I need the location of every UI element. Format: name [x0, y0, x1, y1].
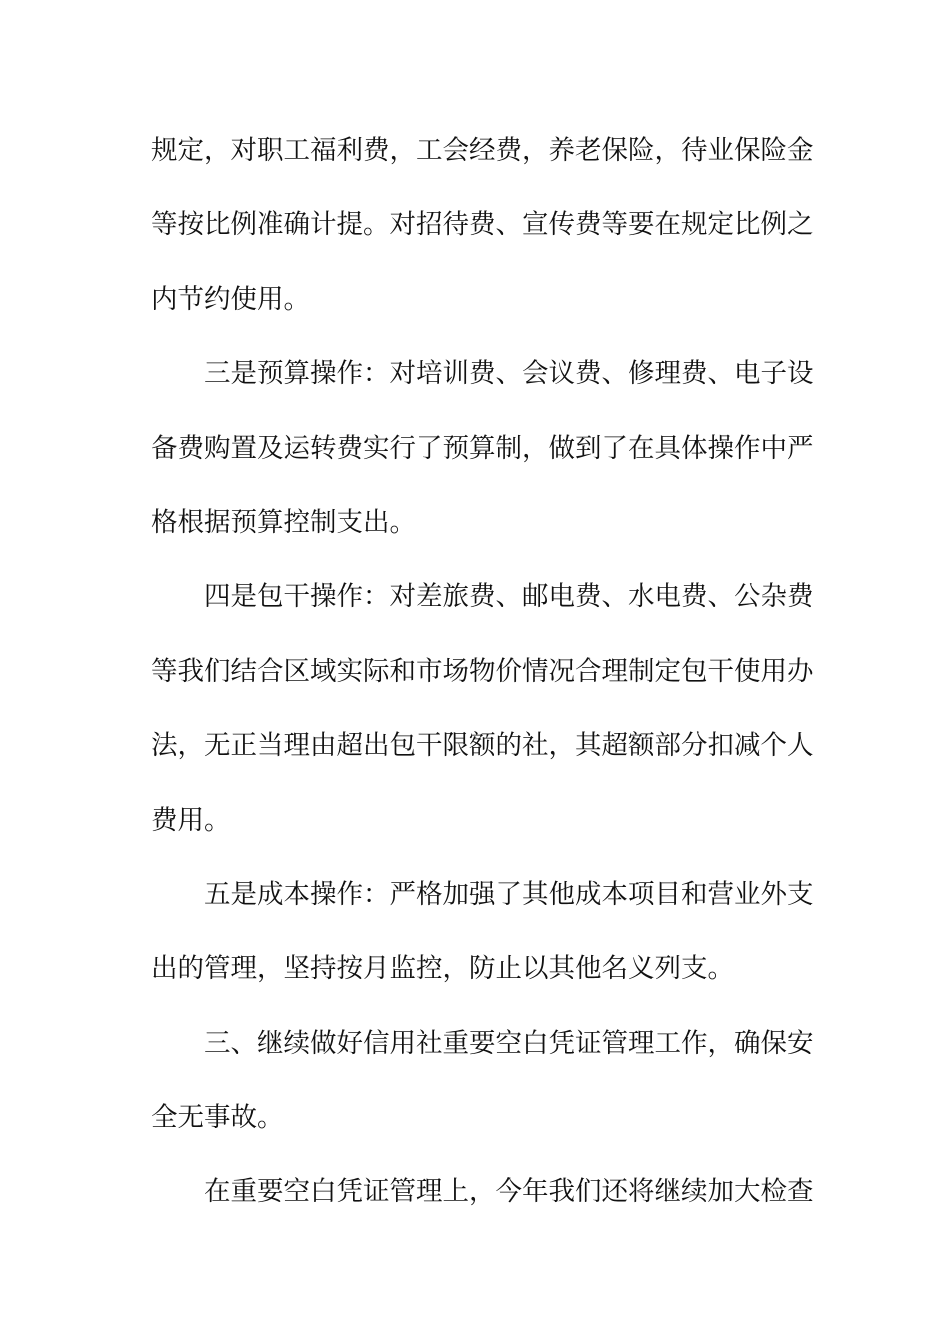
paragraph-first-line: 四是包干操作：对差旅费、邮电费、水电费、公杂费 [204, 581, 814, 613]
section-heading-continued: 全无事故。 [151, 1102, 284, 1134]
text-line: 格根据预算控制支出。 [151, 506, 416, 538]
text-line: 出的管理，坚持按月监控，防止以其他名义列支。 [151, 953, 734, 985]
document-body [151, 114, 814, 1230]
text-line: 规定，对职工福利费，工会经费，养老保险，待业保险金 [151, 135, 814, 166]
text-line: 内节约使用。 [151, 283, 310, 315]
paragraph-first-line: 五是成本操作：严格加强了其他成本项目和营业外支 [204, 878, 814, 910]
text-line: 费用。 [151, 804, 231, 836]
text-line: 等我们结合区域实际和市场物价情况合理制定包干使用办 [151, 655, 814, 687]
text-line: 备费购置及运转费实行了预算制，做到了在具体操作中严 [151, 432, 814, 464]
text-line: 法，无正当理由超出包干限额的社，其超额部分扣减个人 [151, 730, 814, 762]
section-heading: 三、继续做好信用社重要空白凭证管理工作，确保安 [204, 1027, 814, 1059]
paragraph-first-line: 三是预算操作：对培训费、会议费、修理费、电子设 [204, 358, 814, 390]
text-line: 等按比例准确计提。对招待费、宣传费等要在规定比例之 [151, 209, 814, 241]
paragraph-first-line: 在重要空白凭证管理上，今年我们还将继续加大检查 [204, 1176, 814, 1208]
